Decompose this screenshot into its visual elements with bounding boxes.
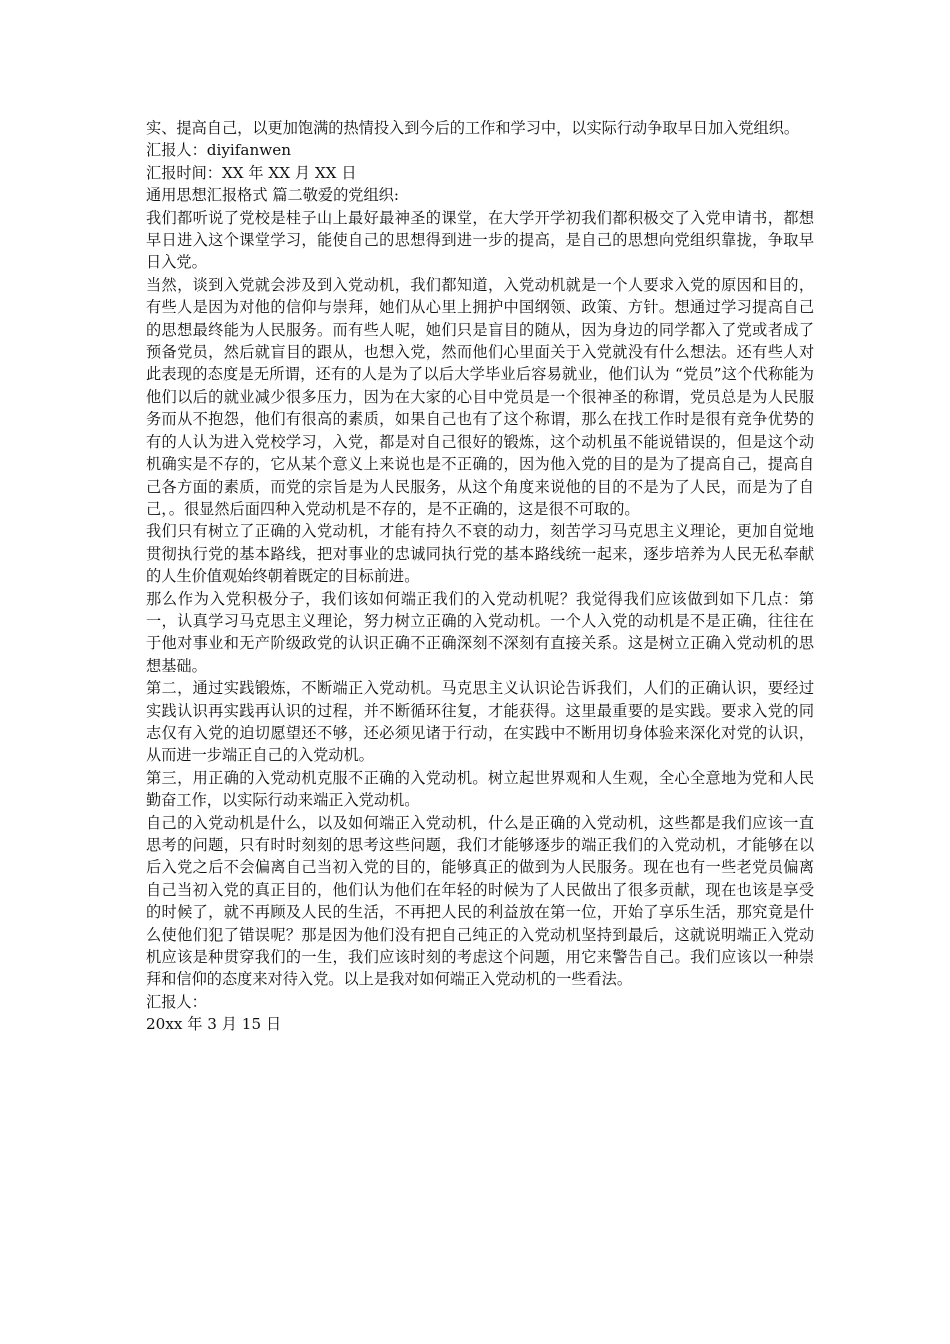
- paragraph-point-two: 第二，通过实践锻炼，不断端正入党动机。马克思主义认识论告诉我们，人们的正确认识，要经过实践认识再实践再认识的过程，并不断循环往复，才能获得。这里最重要的是实践。要求入党的同志仅有入党的迫切愿望还不够，还必须见诸于行动，在实践中不断用切身体验来深化对党的认识，从而进一步端正自己的入党动机。: [146, 679, 814, 765]
- paragraph-correct-motive: 我们只有树立了正确的入党动机，才能有持久不衰的动力，刻苦学习马克思主义理论，更加自觉地贯彻执行党的基本路线，把对事业的忠诚同执行党的基本路线统一起来，逐步培养为人民无私奉献的人生价值观始终朝着既定的目标前进。: [146, 522, 814, 586]
- paragraph-continuation: 实、提高自己，以更加饱满的热情投入到今后的工作和学习中，以实际行动争取早日加入党组织。: [146, 119, 800, 137]
- signature-date: 20xx 年 3 月 15 日: [146, 1015, 282, 1034]
- paragraph-party-school: 我们都听说了党校是桂子山上最好最神圣的课堂，在大学开学初我们都积极交了入党申请书，都想早日进入这个课堂学习，能使自己的思想得到进一步的提高，是自己的思想向党组织靠拢，争取早日入党。: [146, 208, 814, 272]
- paragraph-point-one: 那么作为入党积极分子，我们该如何端正我们的入党动机呢？我觉得我们应该做到如下几点：第一，认真学习马克思主义理论，努力树立正确的入党动机。一个人入党的动机是不是正确，往往在于他对事业和无产阶级政党的认识正确不正确深刻不深刻有直接关系。这是树立正确入党动机的思想基础。: [146, 589, 814, 675]
- document-body: [146, 117, 814, 1036]
- reporter-line: 汇报人：diyifanwen: [146, 141, 291, 160]
- report-date-line: 汇报时间：XX 年 XX 月 XX 日: [146, 163, 357, 182]
- paragraph-conclusion: 自己的入党动机是什么，以及如何端正入党动机，什么是正确的入党动机，这些都是我们应该一直思考的问题，只有时时刻刻的思考这些问题，我们才能够逐步的端正我们的入党动机，才能够在以后入党之后不会偏离自己当初入党的目的，能够真正的做到为人民服务。现在也有一些老党员偏离自己当初入党的真正目的，他们认为他们在年轻的时候为了人民做出了很多贡献，现在也该是享受的时候了，就不再顾及人民的生活，不再把人民的利益放在第一位，开始了享乐生活，那究竟是什么使他们犯了错误呢？那是因为他们没有把自己纯正的入党动机坚持到最后，这就说明端正入党动机应该是种贯穿我们的一生，我们应该时刻的考虑这个问题，用它来警告自己。我们应该以一种崇拜和信仰的态度来对待入党。以上是我对如何端正入党动机的一些看法。: [146, 813, 814, 989]
- section-heading: 通用思想汇报格式 篇二敬爱的党组织:: [146, 186, 399, 205]
- signature-reporter: 汇报人：: [146, 992, 207, 1011]
- paragraph-point-three: 第三，用正确的入党动机克服不正确的入党动机。树立起世界观和人生观，全心全意地为党和人民勤奋工作，以实际行动来端正入党动机。: [146, 768, 814, 810]
- paragraph-motives: 当然，谈到入党就会涉及到入党动机，我们都知道，入党动机就是一个人要求入党的原因和目的，有些人是因为对他的信仰与崇拜，她们从心里上拥护中国纲领、政策、方针。想通过学习提高自己的思想最终能为人民服务。而有些人呢，她们只是盲目的随从，因为身边的同学都入了党或者成了预备党员，然后就盲目的跟从，也想入党，然而他们心里面关于入党就没有什么想法。还有些人对此表现的态度是无所谓，还有的人是为了以后大学毕业后容易就业，他们认为 “党员”这个代称能为他们以后的就业减少很多压力，因为在大家的心目中党员是一个很神圣的称谓，党员总是为人民服务而从不抱怨，他们有很高的素质，如果自己也有了这个称谓，那么在找工作时是很有竞争优势的有的人认为进入党校学习，入党，都是对自己很好的锻炼，这个动机虽不能说错误的，但是这个动机确实是不存的，它从某个意义上来说也是不正确的，因为他入党的目的是为了提高自己，提高自己各方面的素质，而党的宗旨是为人民服务，从这个角度来说他的目的不是为了人民，而是为了自己，。很显然后面四种入党动机是不存的，是不正确的，这是很不可取的。: [146, 275, 814, 518]
